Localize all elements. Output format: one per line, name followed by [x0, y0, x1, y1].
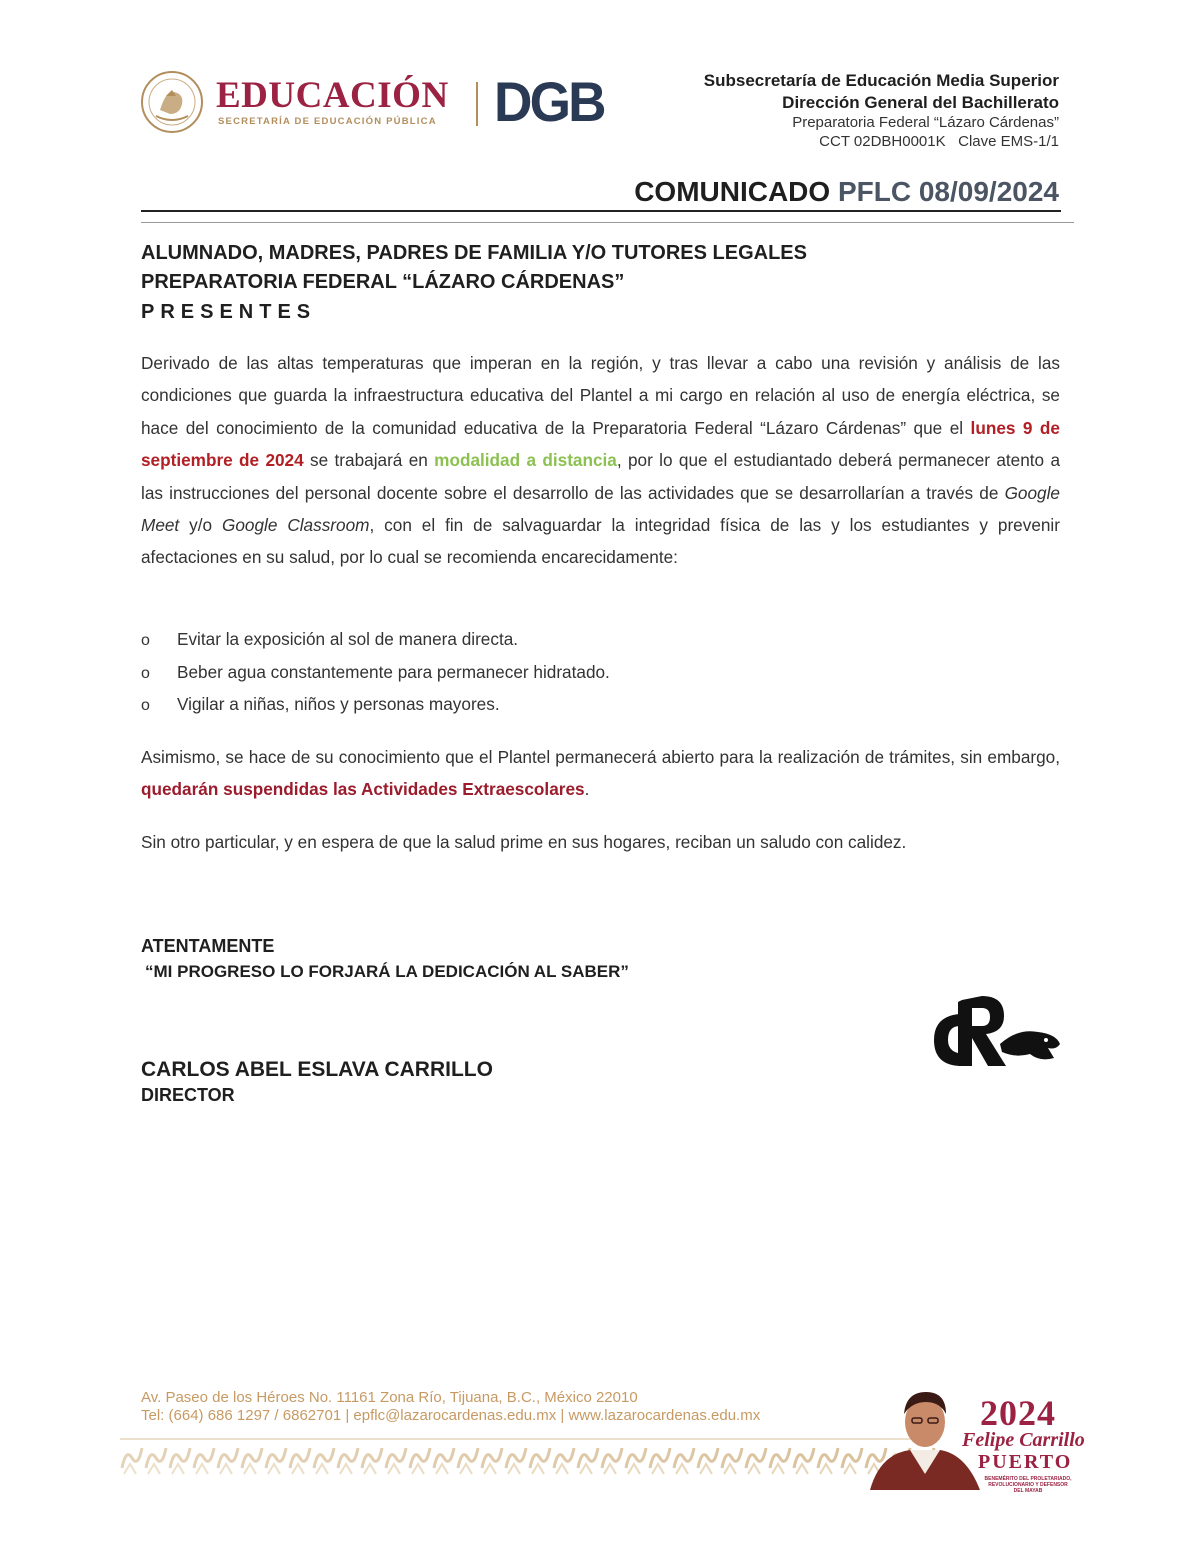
- google-meet-text: Google Meet: [141, 482, 1060, 536]
- header-subsecretaria: Subsecretaría de Educación Media Superior: [703, 71, 1059, 90]
- comunicado-heading: [634, 176, 1059, 208]
- anniversary-year: 2024: [980, 1393, 1056, 1433]
- honoree-caption: BENEMÉRITO DEL PROLETARIADO, REVOLUCIONARIO Y DEFENSOR DEL MAYAB: [984, 1476, 1072, 1494]
- remote-modality: modalidad a distancia: [434, 450, 617, 471]
- bullet-marker: o: [141, 697, 150, 714]
- p2-text-a: Asimismo, se hace de su conocimiento que el Plantel permanecerá abierto para la realización de trámites, sin embargo,: [141, 747, 1060, 767]
- addressee-line-1: ALUMNADO, MADRES, PADRES DE FAMILIA Y/O TUTORES LEGALES: [141, 242, 807, 264]
- body-paragraph-3: Sin otro particular, y en espera de que la salud prime en sus hogares, reciban un saludo con calidez.: [141, 832, 907, 852]
- p1-text-c: , por lo que el estudiantado deberá permanecer atento a las instrucciones del personal docente sobre el desarrollo de las actividades que se desarrollarían a través de: [141, 450, 1061, 503]
- header-rule: [141, 210, 1061, 212]
- recommendation-item: [141, 694, 500, 715]
- p1-text-d: y/o: [179, 515, 222, 536]
- decorative-pattern-band: [120, 1438, 940, 1478]
- lazaro-cardenas-lc-logo-icon: [930, 992, 1062, 1072]
- footer-address: Av. Paseo de los Héroes No. 11161 Zona Río, Tijuana, B.C., México 22010: [141, 1389, 638, 1406]
- body-paragraph-1: [141, 347, 1060, 574]
- recommendation-text: Evitar la exposición al sol de manera directa.: [177, 629, 519, 649]
- header-preparatoria: Preparatoria Federal “Lázaro Cárdenas”: [792, 114, 1059, 131]
- honoree-surname: PUERTO: [978, 1451, 1073, 1473]
- p1-text-e: , con el fin de salvaguardar la integridad física de las y los estudiantes y prevenir afectaciones en su salud, por lo cual se recomienda encarecidamente:: [141, 515, 1060, 568]
- school-motto: “MI PROGRESO LO FORJARÁ LA DEDICACIÓN AL SABER”: [145, 962, 629, 981]
- comunicado-code: PFLC 08/09/2024: [837, 176, 1059, 207]
- recommendation-text: Vigilar a niñas, niños y personas mayores.: [177, 694, 500, 714]
- remote-date: lunes 9 de septiembre de 2024: [141, 417, 1060, 471]
- recommendation-item: [141, 629, 518, 650]
- sep-subtitle: SECRETARÍA DE EDUCACIÓN PÚBLICA: [218, 116, 437, 127]
- google-classroom-text: Google Classroom: [221, 515, 370, 536]
- p1-text-b: se trabajará en: [303, 450, 435, 471]
- body-paragraph-2: [141, 741, 1060, 806]
- honoree-name: Felipe Carrillo: [962, 1429, 1085, 1451]
- addressee-presentes: PRESENTES: [141, 301, 317, 323]
- header-cct: CCT 02DBH0001K Clave EMS-1/1: [819, 133, 1059, 150]
- sep-educacion-logo: [140, 70, 470, 136]
- recommendation-text: Beber agua constantemente para permanecer hidratado.: [177, 662, 610, 682]
- recommendation-item: [141, 662, 610, 683]
- p2-text-c: .: [584, 779, 590, 800]
- closing-atentamente: ATENTAMENTE: [141, 936, 275, 956]
- bullet-marker: o: [141, 632, 150, 649]
- signer-name: CARLOS ABEL ESLAVA CARRILLO: [141, 1058, 493, 1081]
- bullet-marker: o: [141, 665, 150, 682]
- header-direccion: Dirección General del Bachillerato: [782, 93, 1059, 112]
- signer-title: DIRECTOR: [141, 1085, 235, 1105]
- dgb-logo: [494, 70, 610, 133]
- footer-contact: Tel: (664) 686 1297 / 6862701 | epflc@lazarocardenas.edu.mx | www.lazarocardenas.edu.mx: [141, 1407, 761, 1424]
- header-rule-thin: [141, 222, 1074, 223]
- p1-text-a: Derivado de las altas temperaturas que imperan en la región, y tras llevar a cabo una revisión y análisis de las condiciones que guarda la infraestructura educativa del Plantel a mi cargo en relación al uso de energía eléctrica, se hace del conocimiento de la comunidad educativa de la Preparatoria Federal “Lázaro Cárdenas” que el: [141, 353, 1060, 438]
- logo-divider: [476, 82, 478, 126]
- comunicado-label: COMUNICADO: [634, 176, 831, 207]
- dgb-wordmark: DGB: [494, 70, 604, 133]
- educacion-wordmark: EDUCACIÓN: [216, 75, 449, 116]
- mexico-coat-of-arms-icon: [140, 70, 204, 134]
- suspended-activities: quedarán suspendidas las Actividades Extraescolares: [141, 779, 585, 800]
- addressee-line-2: PREPARATORIA FEDERAL “LÁZARO CÁRDENAS”: [141, 271, 625, 293]
